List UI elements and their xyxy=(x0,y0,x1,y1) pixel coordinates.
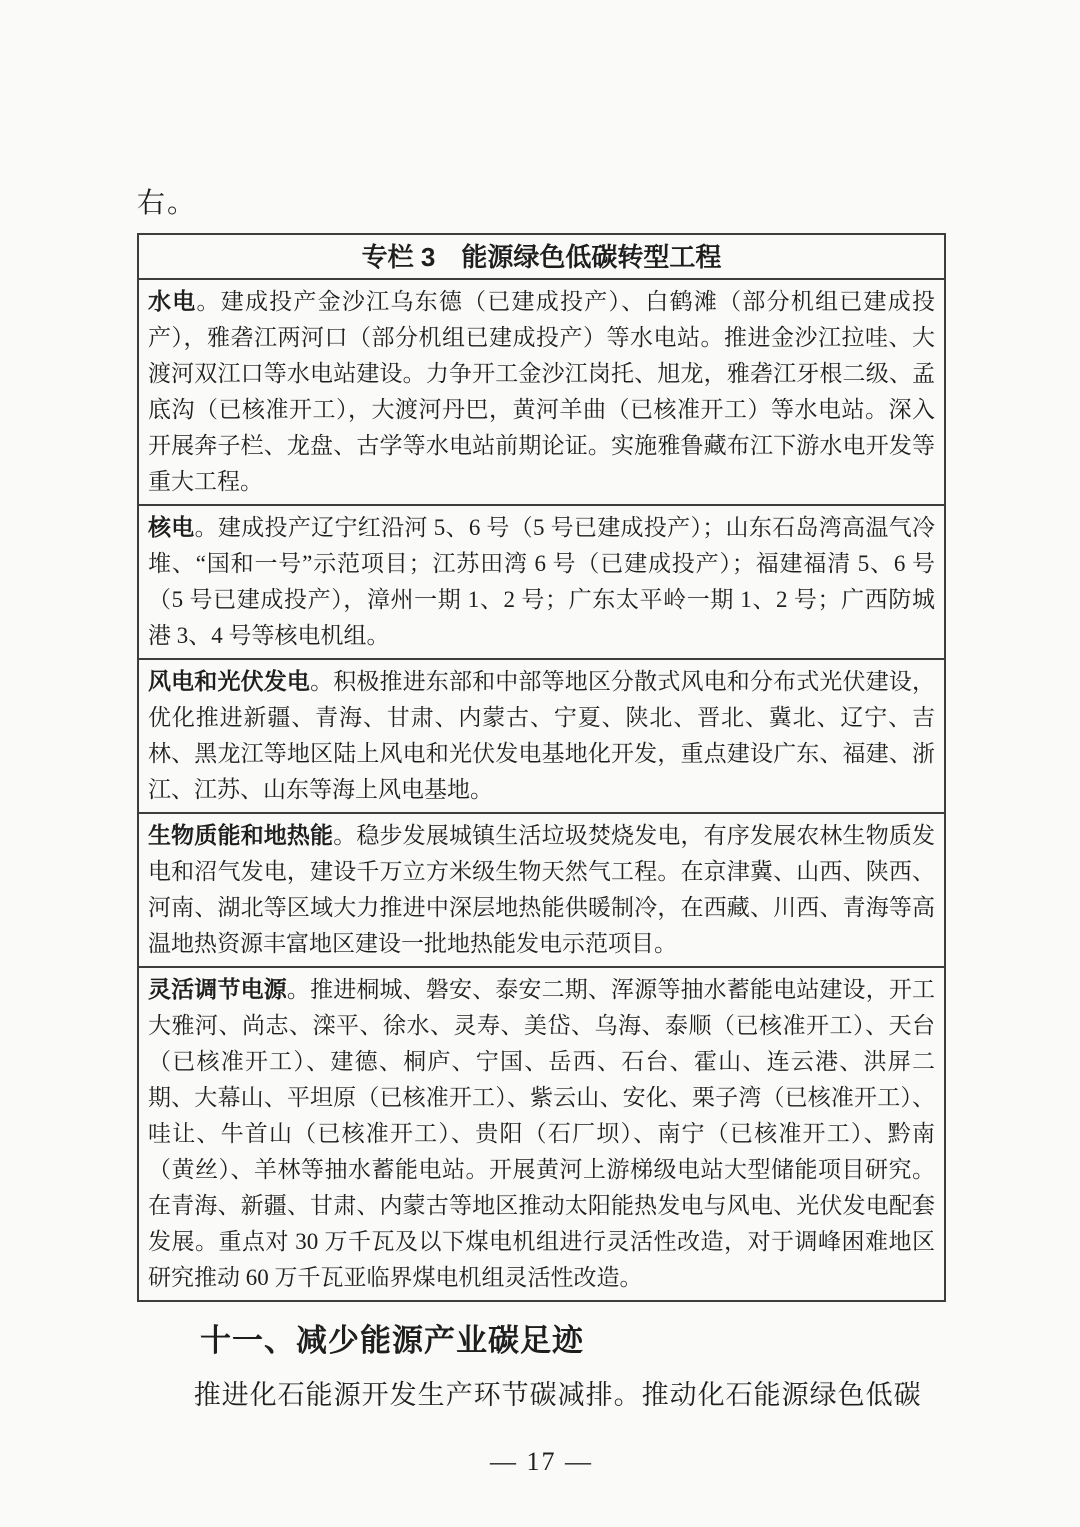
row-label-flexible-power: 灵活调节电源 xyxy=(148,976,287,1002)
box-row-nuclear xyxy=(139,504,944,658)
row-text-wind-solar: 。积极推进东部和中部等地区分散式风电和分布式光伏建设，优化推进新疆、青海、甘肃、内蒙古、宁夏、陕北、晋北、冀北、辽宁、吉林、黑龙江等地区陆上风电和光伏发电基地化开发，重点建设广东、福建、浙江、江苏、山东等海上风电基地。 xyxy=(148,669,936,802)
page-number: — 17 — xyxy=(490,1447,593,1476)
box-row-biomass-geothermal xyxy=(139,812,944,966)
row-label-hydropower: 水电 xyxy=(148,288,197,314)
box-row-hydropower xyxy=(139,280,944,504)
box-title: 专栏 3 能源绿色低碳转型工程 xyxy=(139,235,944,280)
section-heading: 十一、减少能源产业碳足迹 xyxy=(200,1323,584,1358)
row-text-nuclear: 。建成投产辽宁红沿河 5、6 号（5 号已建成投产）；山东石岛湾高温气冷堆、“国和一号”示范项目；江苏田湾 6 号（已建成投产）；福建福清 5、6 号（5 号已建成投产），漳州一期 1、2 号；广东太平岭一期 1、2 号；广西防城港 3、4 号等核电机组。 xyxy=(148,515,936,648)
page-content xyxy=(137,186,946,1477)
row-label-nuclear: 核电 xyxy=(148,514,195,540)
body-paragraph: 推进化石能源开发生产环节碳减排。推动化石能源绿色低碳 xyxy=(193,1380,922,1410)
row-label-biomass-geothermal: 生物质能和地热能 xyxy=(148,822,334,848)
row-text-flexible-power: 。推进桐城、磐安、泰安二期、浑源等抽水蓄能电站建设，开工大雅河、尚志、滦平、徐水、灵寿、美岱、乌海、泰顺（已核准开工）、天台（已核准开工）、建德、桐庐、宁国、岳西、石台、霍山、连云港、洪屏二期、大幕山、平坦原（已核准开工）、紫云山、安化、栗子湾（已核准开工）、哇让、牛首山（已核准开工）、贵阳（石厂坝）、南宁（已核准开工）、黔南（黄丝）、羊林等抽水蓄能电站。开展黄河上游梯级电站大型储能项目研究。在青海、新疆、甘肃、内蒙古等地区推动太阳能热发电与风电、光伏发电配套发展。重点对 30 万千瓦及以下煤电机组进行灵活性改造，对于调峰困难地区研究推动 60 万千瓦亚临界煤电机组灵活性改造。 xyxy=(148,977,936,1290)
row-label-wind-solar: 风电和光伏发电 xyxy=(148,668,311,694)
row-text-biomass-geothermal: 。稳步发展城镇生活垃圾焚烧发电，有序发展农林生物质发电和沼气发电，建设千万立方米级生物天然气工程。在京津冀、山西、陕西、河南、湖北等区域大力推进中深层地热能供暖制冷，在西藏、川西、青海等高温地热资源丰富地区建设一批地热能发电示范项目。 xyxy=(148,823,936,956)
carryover-text: 右。 xyxy=(137,188,198,219)
box-row-wind-solar xyxy=(139,658,944,812)
box-row-flexible-power xyxy=(139,966,944,1300)
feature-box-column-3 xyxy=(137,233,946,1302)
row-text-hydropower: 。建成投产金沙江乌东德（已建成投产）、白鹤滩（部分机组已建成投产），雅砻江两河口（部分机组已建成投产）等水电站。推进金沙江拉哇、大渡河双江口等水电站建设。力争开工金沙江岗托、旭龙，雅砻江牙根二级、孟底沟（已核准开工），大渡河丹巴，黄河羊曲（已核准开工）等水电站。深入开展奔子栏、龙盘、古学等水电站前期论证。实施雅鲁藏布江下游水电开发等重大工程。 xyxy=(148,289,935,494)
